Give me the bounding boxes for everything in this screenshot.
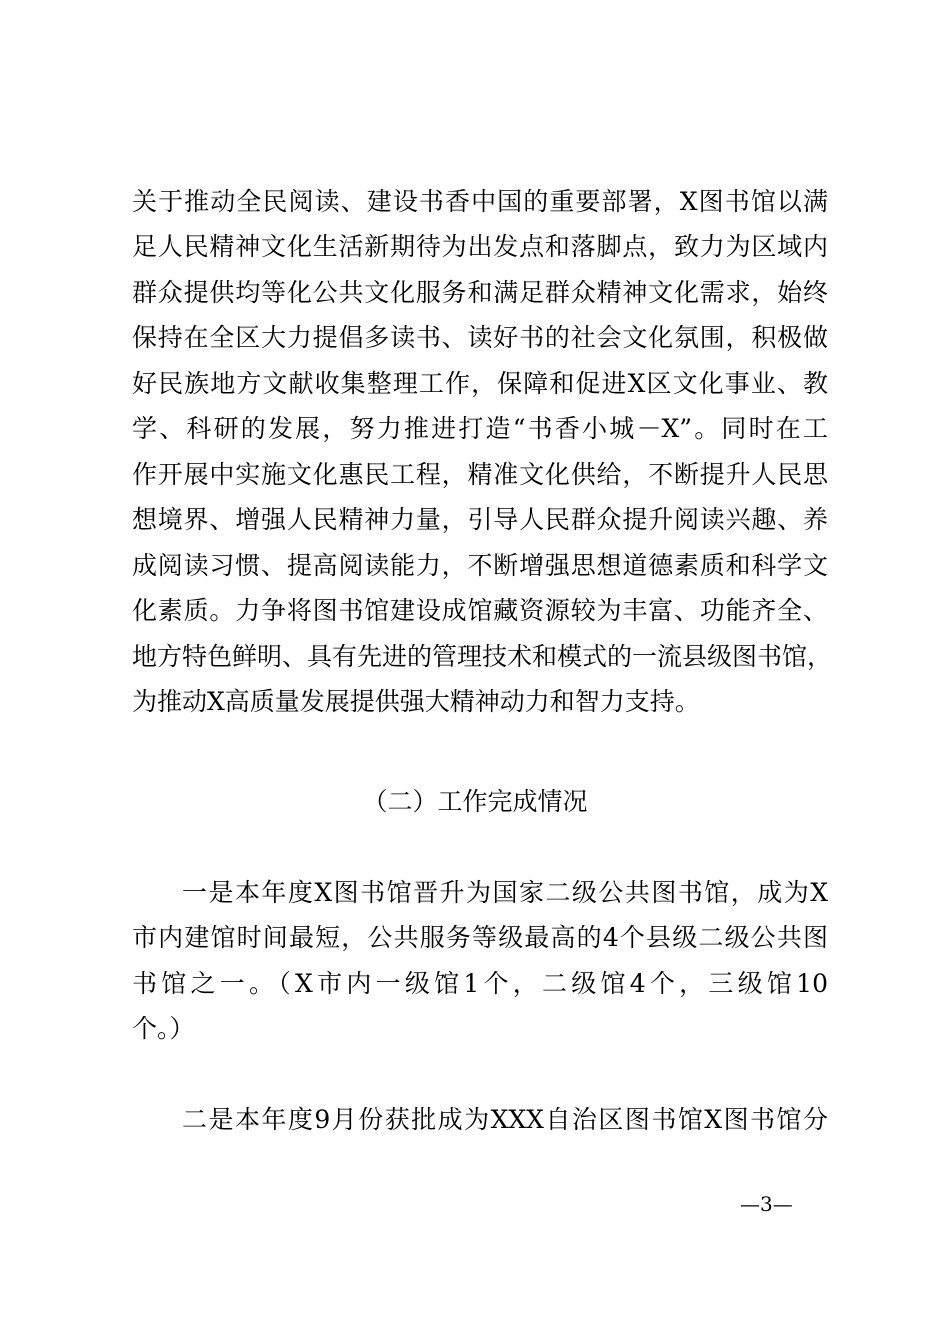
text-line: 好民族地方文献收集整理工作，保障和促进X区文化事业、教 [132,369,828,398]
text-line: 成阅读习惯、提高阅读能力，不断增强思想道德素质和科学文 [132,551,828,580]
text-line: 二是本年度9月份获批成为XXX自治区图书馆X图书馆分 [182,1105,828,1134]
text-line: 群众提供均等化公共文化服务和满足群众精神文化需求，始终 [132,278,828,307]
text-line: 想境界、增强人民精神力量，引导人民群众提升阅读兴趣、养 [132,505,828,534]
text-line: 足人民精神文化生活新期待为出发点和落脚点，致力为区域内 [132,232,828,261]
text-line: 一是本年度X图书馆晋升为国家二级公共图书馆，成为X [182,878,828,907]
text-line: 地方特色鲜明、具有先进的管理技术和模式的一流县级图书馆， [132,642,833,671]
section-heading: （二）工作完成情况 [362,787,588,816]
text-line: 作开展中实施文化惠民工程，精准文化供给，不断提升人民思 [132,460,828,489]
text-line: 书馆之一。（X市内一级馆1个，二级馆4个，三级馆10 [132,969,828,998]
text-line: 学、科研的发展，努力推进打造“书香小城－X”。同时在工 [132,414,828,443]
text-line: 为推动X高质量发展提供强大精神动力和智力支持。 [132,687,700,716]
text-line: 市内建馆时间最短，公共服务等级最高的4个县级二级公共图 [132,923,828,952]
text-line: 化素质。力争将图书馆建设成馆藏资源较为丰富、功能齐全、 [132,596,828,625]
text-line: 个。） [132,1014,195,1043]
text-line: 关于推动全民阅读、建设书香中国的重要部署，X图书馆以满 [132,187,828,216]
text-line: 保持在全区大力提倡多读书、读好书的社会文化氛围，积极做 [132,323,828,352]
page-number: —3— [740,1192,793,1216]
